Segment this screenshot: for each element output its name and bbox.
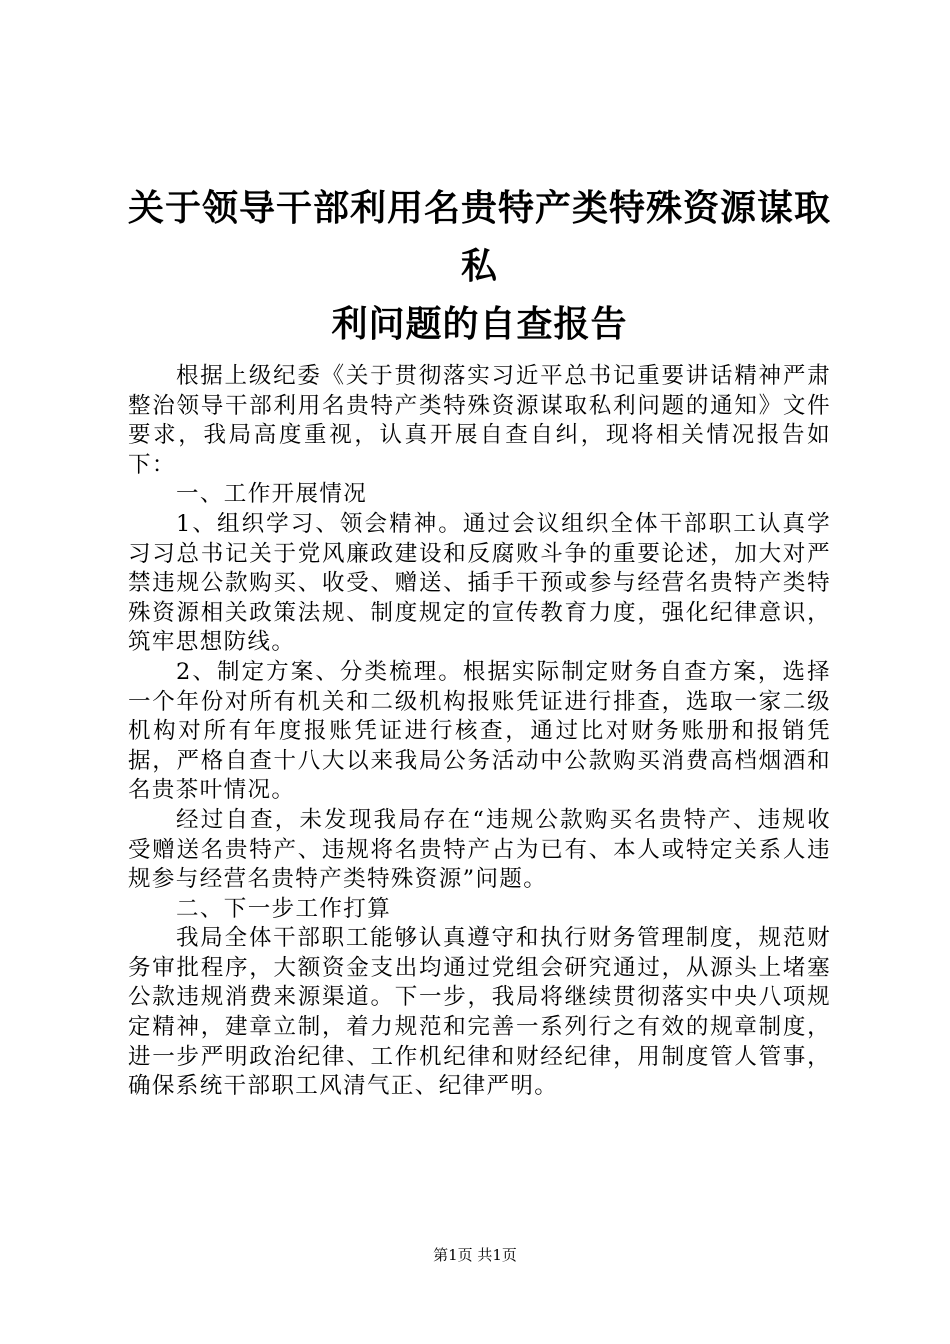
page-number: 第1页 共1页 bbox=[433, 1246, 517, 1264]
body-paragraph: 1、组织学习、领会精神。通过会议组织全体干部职工认真学习习总书记关于党风廉政建设和反腐败斗争的重要论述，加大对严禁违规公款购买、收受、赠送、插手干预或参与经营名贵特产类特殊资源相关政策法规、制度规定的宣传教育力度，强化纪律意识，筑牢思想防线。 bbox=[128, 510, 831, 656]
conclusion-paragraph: 经过自查，未发现我局存在“违规公款购买名贵特产、违规收受赠送名贵特产、违规将名贵特产占为已有、本人或特定关系人违规参与经营名贵特产类特殊资源”问题。 bbox=[128, 806, 831, 893]
document-title bbox=[128, 180, 831, 354]
body-paragraph: 2、制定方案、分类梳理。根据实际制定财务自查方案，选择一个年份对所有机关和二级机构报账凭证进行排查，选取一家二级机构对所有年度报账凭证进行核查，通过比对财务账册和报销凭据，严格自查十八大以来我局公务活动中公款购买消费高档烟酒和名贵茶叶情况。 bbox=[128, 658, 831, 804]
page-footer bbox=[0, 1245, 950, 1265]
title-line-1: 关于领导干部利用名贵特产类特殊资源谋取私 bbox=[128, 188, 832, 287]
body-paragraph: 我局全体干部职工能够认真遵守和执行财务管理制度，规范财务审批程序，大额资金支出均通过党组会研究通过，从源头上堵塞公款违规消费来源渠道。下一步，我局将继续贯彻落实中央八项规定精神，建章立制，着力规范和完善一系列行之有效的规章制度，进一步严明政治纪律、工作机纪律和财经纪律，用制度管人管事，确保系统干部职工风清气正、纪律严明。 bbox=[128, 925, 831, 1100]
title-line-2: 利问题的自查报告 bbox=[331, 304, 628, 345]
section-heading-2: 二、下一步工作打算 bbox=[176, 895, 392, 922]
document-page bbox=[128, 180, 831, 1102]
section-heading-1: 一、工作开展情况 bbox=[176, 481, 368, 508]
intro-paragraph: 根据上级纪委《关于贯彻落实习近平总书记重要讲话精神严肃整治领导干部利用名贵特产类特殊资源谋取私利问题的通知》文件要求，我局高度重视，认真开展自查自纠，现将相关情况报告如下： bbox=[128, 363, 831, 478]
document-body bbox=[128, 362, 831, 1102]
